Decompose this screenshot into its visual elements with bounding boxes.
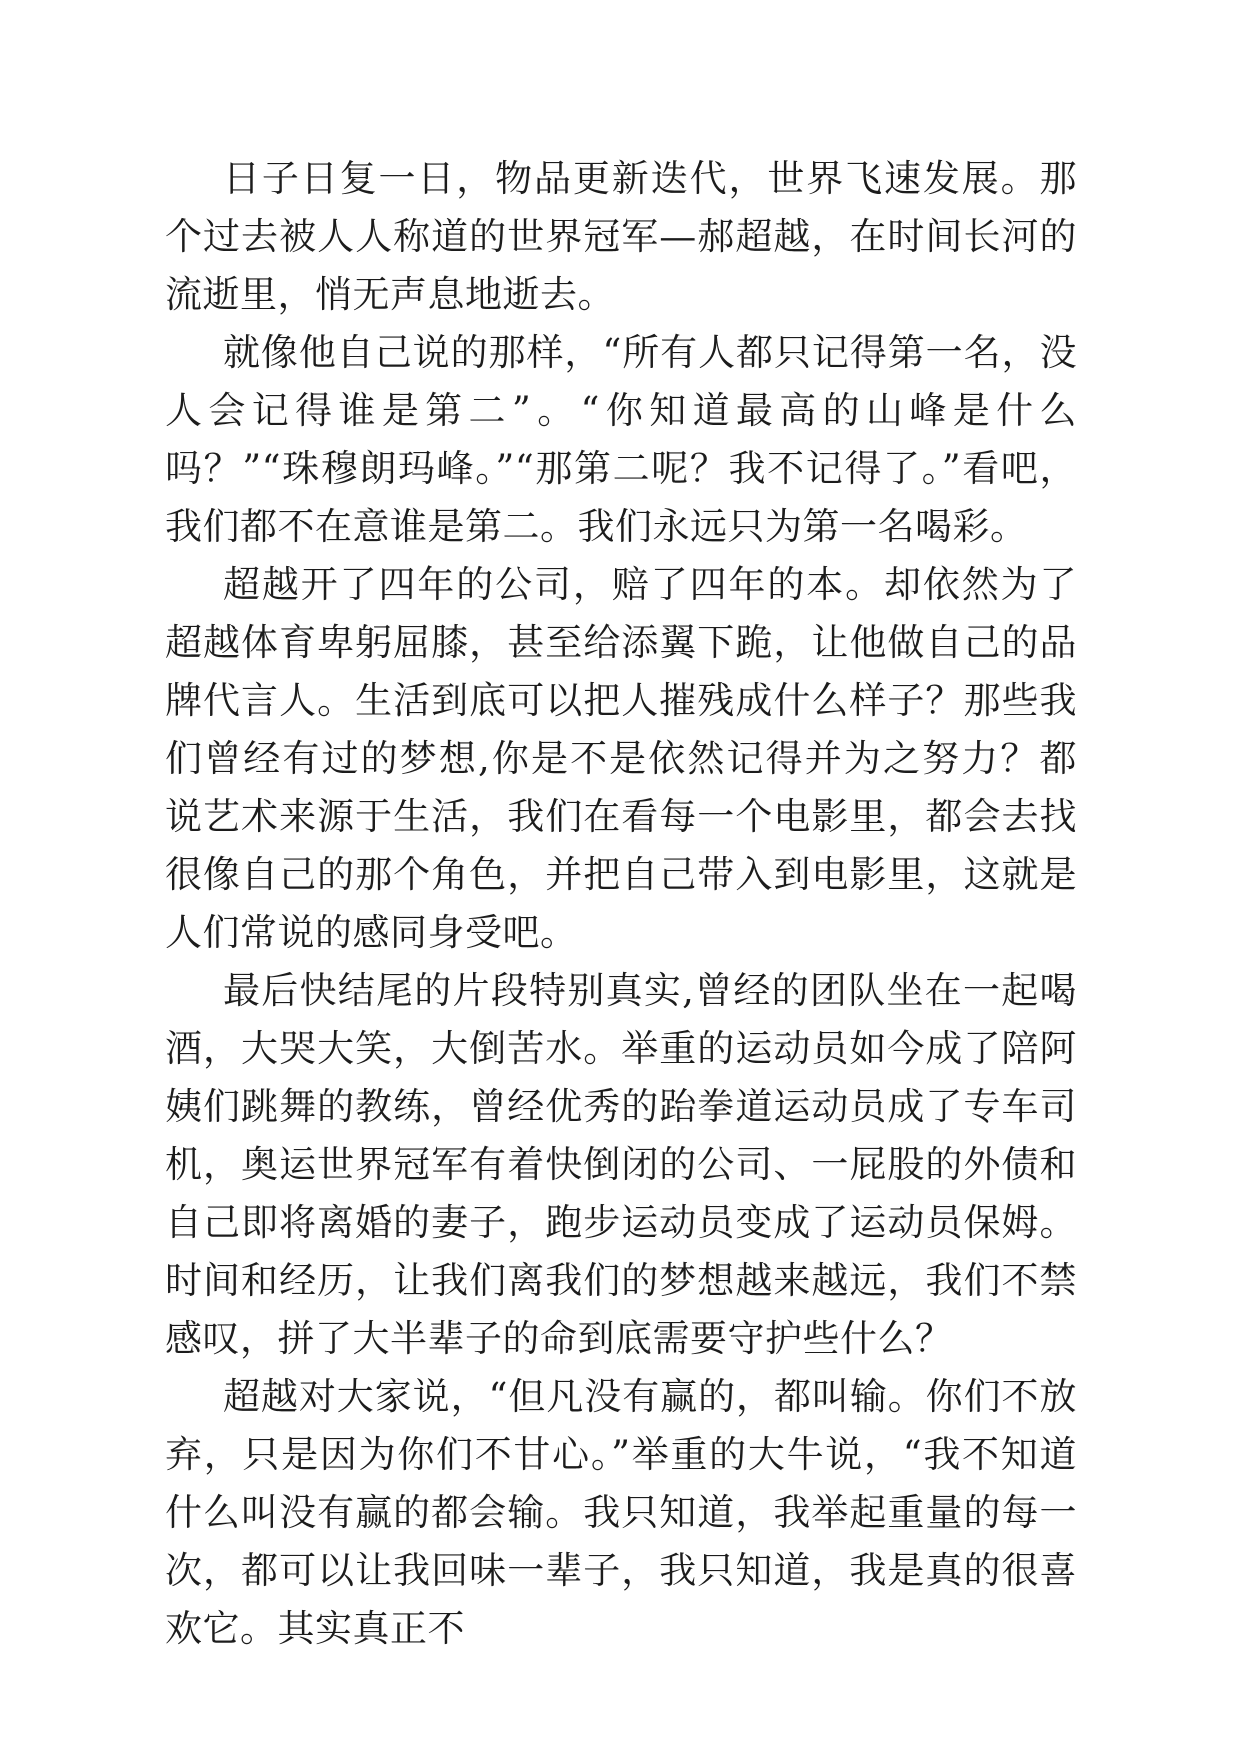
paragraph-1: 日子日复一日，物品更新迭代，世界飞速发展。那个过去被人人称道的世界冠军—郝超越，在时间长河的流逝里，悄无声息地逝去。	[165, 157, 1077, 316]
paragraph-4: 最后快结尾的片段特别真实,曾经的团队坐在一起喝酒，大哭大笑，大倒苦水。举重的运动员如今成了陪阿姨们跳舞的教练，曾经优秀的跆拳道运动员成了专车司机，奥运世界冠军有着快倒闭的公司、一屁股的外债和自己即将离婚的妻子，跑步运动员变成了运动员保姆。时间和经历，让我们离我们的梦想越来越远，我们不禁感叹，拼了大半辈子的命到底需要守护些什么？	[165, 969, 1077, 1360]
paragraph-5: 超越对大家说，“但凡没有赢的，都叫输。你们不放弃，只是因为你们不甘心。”举重的大牛说，“我不知道什么叫没有赢的都会输。我只知道，我举起重量的每一次，都可以让我回味一辈子，我只知道，我是真的很喜欢它。其实真正不	[165, 1375, 1077, 1650]
document-text-block	[165, 150, 1077, 1658]
paragraph-2: 就像他自己说的那样，“所有人都只记得第一名，没人会记得谁是第二”。“你知道最高的山峰是什么吗？”“珠穆朗玛峰。”“那第二呢？我不记得了。”看吧，我们都不在意谁是第二。我们永远只为第一名喝彩。	[165, 331, 1077, 548]
paragraph-3: 超越开了四年的公司，赔了四年的本。却依然为了超越体育卑躬屈膝，甚至给添翼下跪，让他做自己的品牌代言人。生活到底可以把人摧残成什么样子？那些我们曾经有过的梦想,你是不是依然记得并为之努力？都说艺术来源于生活，我们在看每一个电影里，都会去找很像自己的那个角色，并把自己带入到电影里，这就是人们常说的感同身受吧。	[165, 563, 1077, 954]
